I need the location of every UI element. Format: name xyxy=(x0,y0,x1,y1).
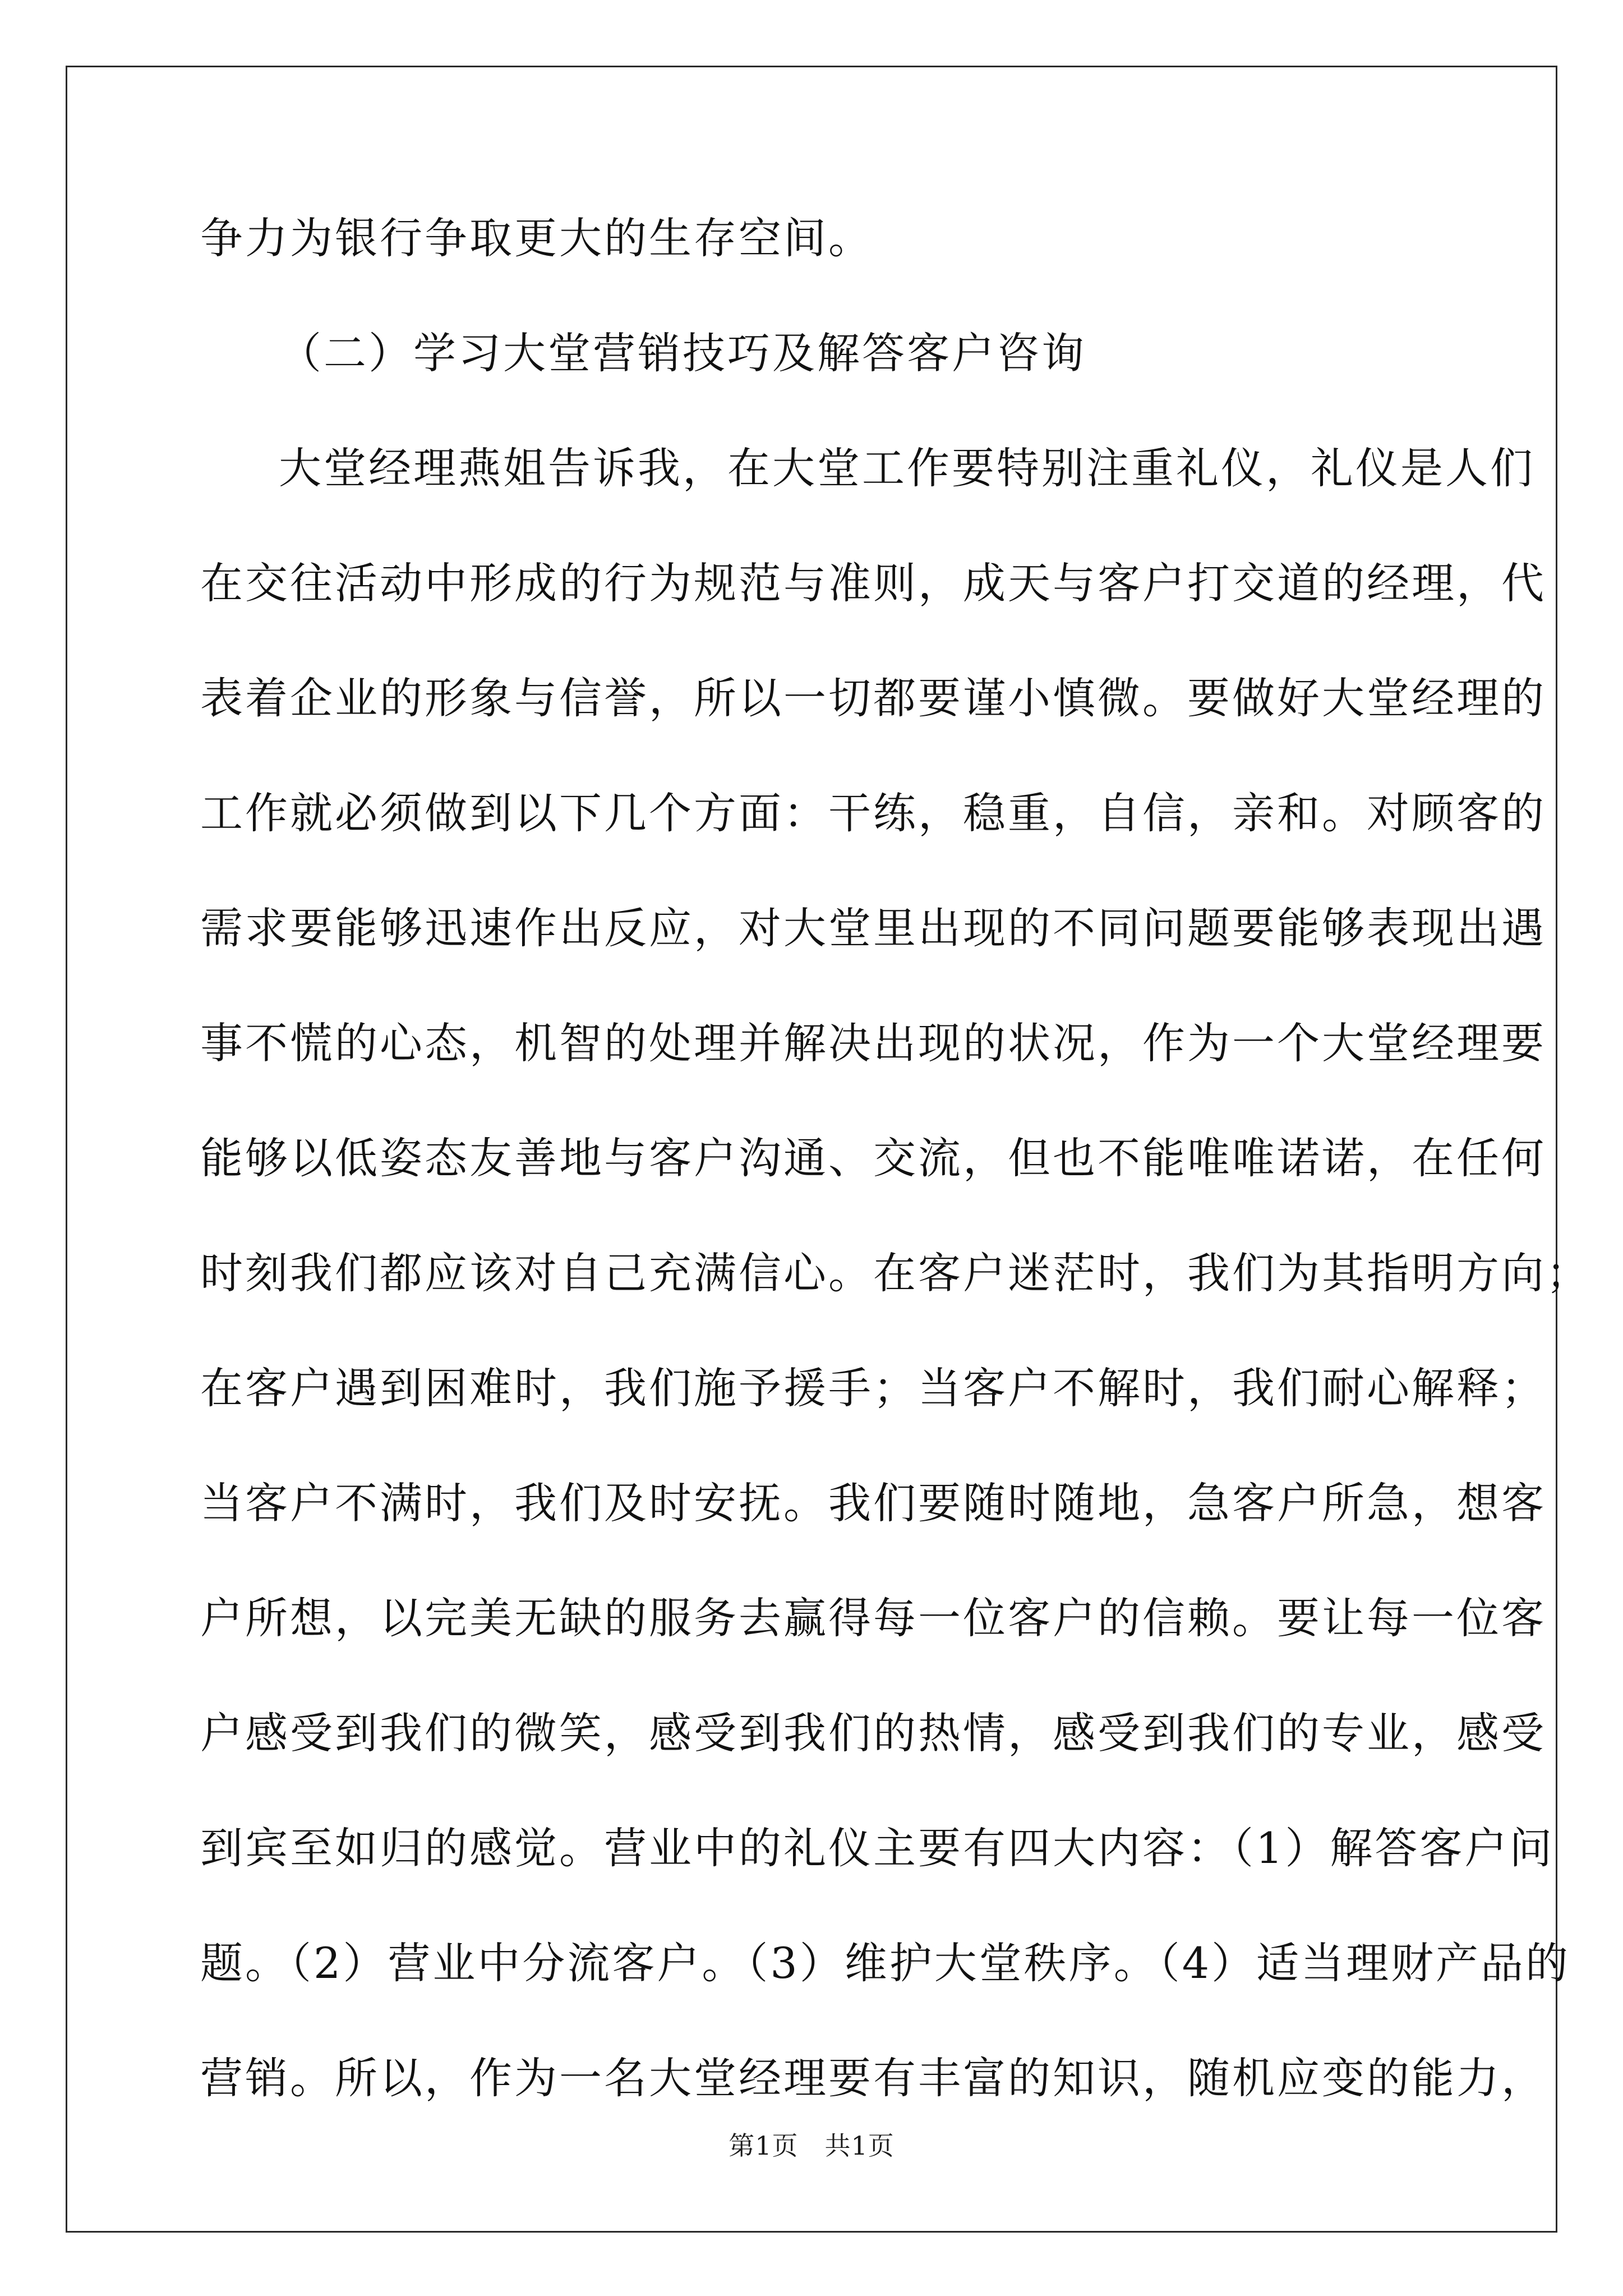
text-line: 能够以低姿态友善地与客户沟通、交流，但也不能唯唯诺诺，在任何 xyxy=(200,1133,1546,1183)
text-line: 事不慌的心态，机智的处理并解决出现的状况，作为一个大堂经理要 xyxy=(200,1018,1546,1068)
text-line: 题。（2）营业中分流客户。（3）维护大堂秩序。（4）适当理财产品的 xyxy=(200,1938,1571,1988)
text-line: 户所想，以完美无缺的服务去赢得每一位客户的信赖。要让每一位客 xyxy=(200,1593,1546,1643)
section-heading: （二）学习大堂营销技巧及解答客户咨询 xyxy=(279,328,1086,378)
text-line: 到宾至如归的感觉。营业中的礼仪主要有四大内容：（1）解答客户问 xyxy=(200,1823,1555,1873)
text-line: 当客户不满时，我们及时安抚。我们要随时随地，急客户所急，想客 xyxy=(200,1478,1546,1528)
text-line: 营销。所以，作为一名大堂经理要有丰富的知识，随机应变的能力， xyxy=(200,2053,1546,2103)
text-line: 时刻我们都应该对自己充满信心。在客户迷茫时，我们为其指明方向； xyxy=(200,1248,1591,1298)
text-line: 大堂经理燕姐告诉我，在大堂工作要特别注重礼仪，礼仪是人们 xyxy=(279,443,1535,493)
text-line: 在客户遇到困难时，我们施予援手；当客户不解时，我们耐心解释； xyxy=(200,1363,1546,1413)
text-line: 工作就必须做到以下几个方面：干练，稳重，自信，亲和。对顾客的 xyxy=(200,788,1546,838)
text-line: 争力为银行争取更大的生存空间。 xyxy=(200,213,873,263)
page-footer: 第1页 共1页 xyxy=(728,2131,895,2161)
text-line: 户感受到我们的微笑，感受到我们的热情，感受到我们的专业，感受 xyxy=(200,1708,1546,1758)
text-line: 需求要能够迅速作出反应，对大堂里出现的不同问题要能够表现出遇 xyxy=(200,903,1546,953)
text-line: 表着企业的形象与信誉，所以一切都要谨小慎微。要做好大堂经理的 xyxy=(200,673,1546,723)
text-line: 在交往活动中形成的行为规范与准则，成天与客户打交道的经理，代 xyxy=(200,558,1546,608)
